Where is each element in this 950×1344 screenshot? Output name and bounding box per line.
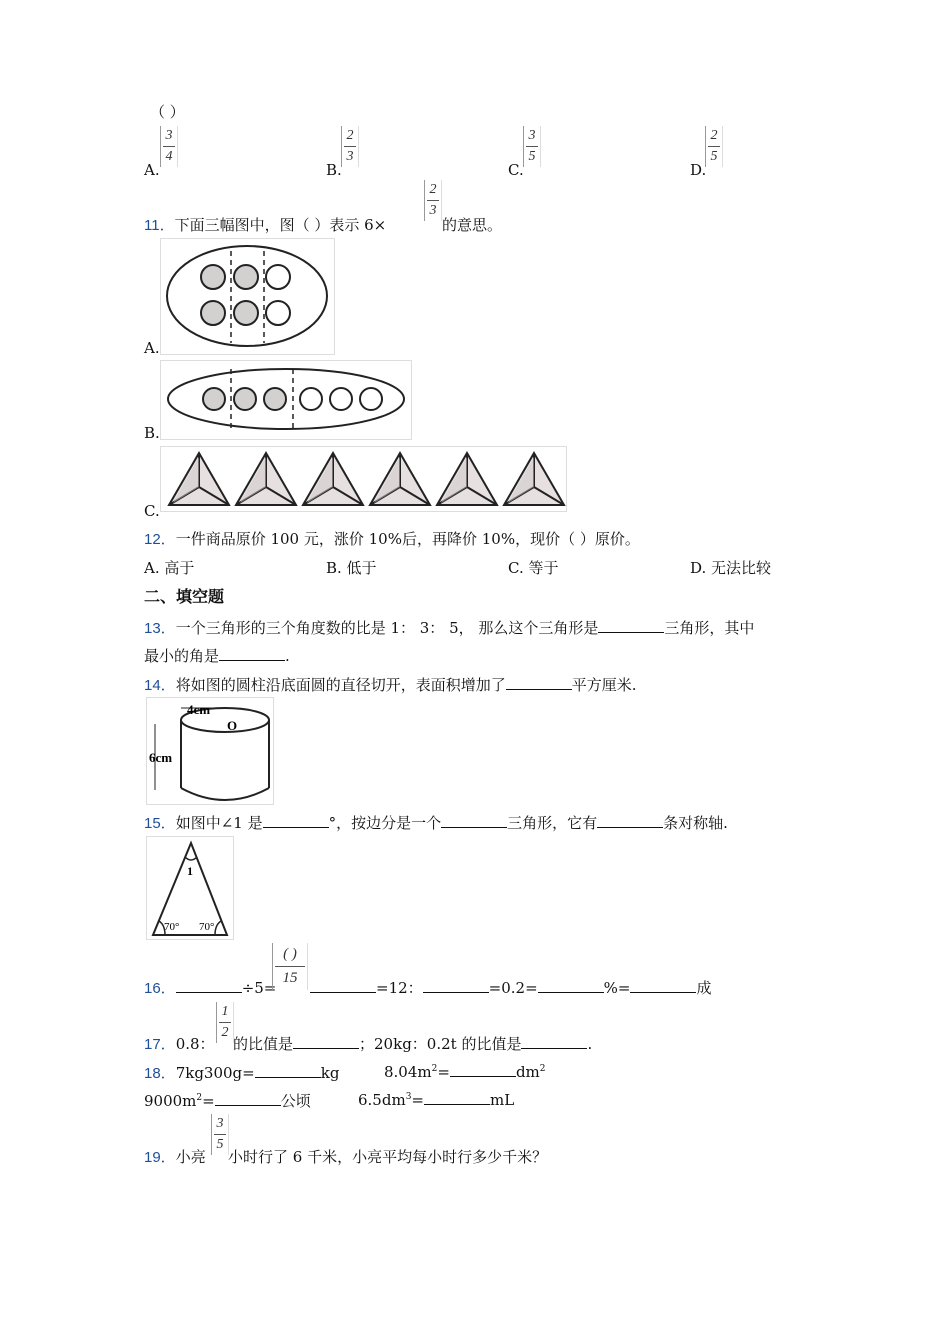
q17-pre: 0.8：	[175, 1035, 215, 1053]
q15-text-b: °，按边分是一个	[328, 814, 442, 832]
q18-blank-b[interactable]	[450, 1062, 516, 1077]
q13-line1	[144, 617, 754, 638]
q18-d3: mL	[490, 1091, 515, 1109]
q12-option-d[interactable]: D. 无法比较	[690, 559, 772, 577]
q14-number: 14．	[144, 677, 176, 694]
q10-option-a-fraction: $\frac{3}{4}$	[160, 126, 178, 167]
q12-option-a[interactable]: A. 高于	[144, 559, 195, 577]
q14-text	[144, 674, 636, 695]
q17-text-c: .	[587, 1035, 593, 1053]
q18-c1: 9000m	[144, 1092, 197, 1110]
q18-blank-d[interactable]	[424, 1090, 490, 1105]
q16-eq2: =0.2=	[488, 979, 538, 997]
q15-blank-2[interactable]	[441, 813, 507, 828]
q12-option-c[interactable]: C. 等于	[508, 559, 559, 577]
q12-text	[144, 528, 640, 549]
q13-text-b: 三角形，其中	[664, 619, 755, 637]
q15-text-d: 条对称轴.	[663, 814, 728, 832]
q19-text: 小时行了 6 千米，小亮平均每小时行多少千米？	[228, 1148, 548, 1166]
q16-text-right	[310, 977, 712, 998]
q17-text-b: ；20kg：0.2t 的比值是	[359, 1035, 522, 1053]
q16-eq3: %=	[603, 979, 631, 997]
q17-blank-2[interactable]	[521, 1034, 587, 1049]
q17-blank-1[interactable]	[293, 1034, 359, 1049]
q11-figure-b[interactable]	[160, 360, 412, 440]
q16-blank-2[interactable]	[310, 978, 376, 993]
q14-cylinder-figure	[146, 697, 274, 805]
q15-right-angle-label: 70°	[199, 921, 215, 933]
q18-b2: =	[437, 1063, 450, 1081]
q19-fraction: $\frac{3}{5}$	[211, 1114, 229, 1155]
q10-option-c-fraction: $\frac{3}{5}$	[523, 126, 541, 167]
q13-line2	[144, 645, 290, 666]
q18-b1-sup: 2	[431, 1064, 438, 1074]
q15-blank-1[interactable]	[263, 813, 329, 828]
q19-text-left	[144, 1146, 206, 1167]
q15-angle-label: 1	[187, 864, 193, 878]
q16-fraction: ( ) 15	[272, 943, 308, 990]
q18-a1: 7kg300g=	[175, 1064, 255, 1082]
q16-text-left	[144, 977, 276, 998]
q10-option-b-fraction: $\frac{2}{3}$	[341, 126, 359, 167]
q18-a2: kg	[320, 1064, 340, 1082]
q13-blank-1[interactable]	[598, 618, 664, 633]
q16-blank-3[interactable]	[423, 978, 489, 993]
q13-text-d: .	[285, 647, 290, 665]
q18-blank-a[interactable]	[255, 1063, 321, 1078]
q16-blank-1[interactable]	[176, 978, 242, 993]
q11-text-after: 的意思。	[442, 216, 503, 234]
q15-number: 15．	[144, 815, 176, 832]
q19-number: 19．	[144, 1149, 176, 1166]
q17-number: 17．	[144, 1036, 176, 1053]
q16-eq4: 成	[696, 979, 712, 997]
q12-question: 一件商品原价 100 元，涨价 10%后，再降价 10%，现价（ ）原价。	[175, 530, 640, 548]
q14-label-center: O	[227, 718, 238, 733]
q11-option-a-label[interactable]: A.	[144, 339, 160, 357]
q16-blank-5[interactable]	[630, 978, 696, 993]
q14-label-radius: 4cm	[187, 702, 211, 717]
q17-text-a: 的比值是	[233, 1035, 294, 1053]
q11-option-c-label[interactable]: C.	[144, 502, 160, 520]
q13-text-c: 最小的角是	[144, 647, 220, 665]
q17-text-right	[233, 1033, 592, 1054]
q10-paren: （ ）	[150, 103, 185, 121]
q14-label-height: 6cm	[149, 750, 173, 765]
q11-text	[144, 214, 386, 235]
q11-figure-c[interactable]	[160, 446, 567, 512]
q18-b1: 8.04m	[384, 1063, 432, 1081]
q16-blank-4[interactable]	[538, 978, 604, 993]
q17-text-left	[144, 1033, 215, 1054]
q18-item-c	[144, 1090, 311, 1111]
q10-option-c-label[interactable]: C.	[508, 161, 524, 179]
q12-option-b[interactable]: B. 低于	[326, 559, 377, 577]
q15-triangle-figure	[146, 836, 234, 940]
q14-blank[interactable]	[506, 675, 572, 690]
q18-item-b	[384, 1062, 546, 1081]
q12-number: 12．	[144, 531, 176, 548]
q15-text	[144, 812, 728, 833]
q18-item-a	[144, 1062, 339, 1083]
q18-c1-sup: 2	[196, 1093, 203, 1103]
q18-b3: dm	[515, 1063, 540, 1081]
q18-b3-sup: 2	[539, 1064, 546, 1074]
q11-figure-a[interactable]	[160, 238, 335, 355]
q10-option-d-fraction: $\frac{2}{5}$	[705, 126, 723, 167]
q11-option-b-label[interactable]: B.	[144, 424, 160, 442]
q11-number: 11．	[144, 217, 175, 234]
q18-blank-c[interactable]	[215, 1091, 281, 1106]
q10-option-d-label[interactable]: D.	[690, 161, 707, 179]
q10-option-a-label[interactable]: A.	[144, 161, 160, 179]
q13-blank-2[interactable]	[219, 646, 285, 661]
q18-d1-sup: 3	[405, 1092, 412, 1102]
q19-pre: 小亮	[175, 1148, 206, 1166]
q15-text-a: 如图中∠1 是	[175, 814, 263, 832]
q13-number: 13．	[144, 620, 176, 637]
q18-c3: 公顷	[280, 1092, 311, 1110]
q18-item-d	[358, 1090, 514, 1109]
q18-number: 18．	[144, 1065, 176, 1082]
q11-fraction: $\frac{2}{3}$	[424, 180, 442, 221]
q10-option-b-label[interactable]: B.	[326, 161, 342, 179]
q15-left-angle-label: 70°	[164, 921, 180, 933]
q18-d2: =	[411, 1091, 424, 1109]
q14-text-b: 平方厘米.	[571, 676, 637, 694]
q17-fraction: $\frac{1}{2}$	[216, 1002, 234, 1043]
section-title: 二、填空题	[144, 587, 225, 606]
q16-div: ÷5=	[241, 979, 277, 997]
q18-c2: =	[202, 1092, 215, 1110]
q13-text-a: 一个三角形的三个角度数的比是 1： 3： 5， 那么这个三角形是	[175, 619, 599, 637]
q15-text-c: 三角形，它有	[507, 814, 598, 832]
q15-blank-3[interactable]	[597, 813, 663, 828]
q16-eq1: =12：	[376, 979, 423, 997]
q18-d1: 6.5dm	[358, 1091, 406, 1109]
q11-text-before: 下面三幅图中，图（ ）表示 6×	[174, 216, 387, 234]
q14-text-a: 将如图的圆柱沿底面圆的直径切开，表面积增加了	[175, 676, 506, 694]
q16-number: 16．	[144, 980, 176, 997]
